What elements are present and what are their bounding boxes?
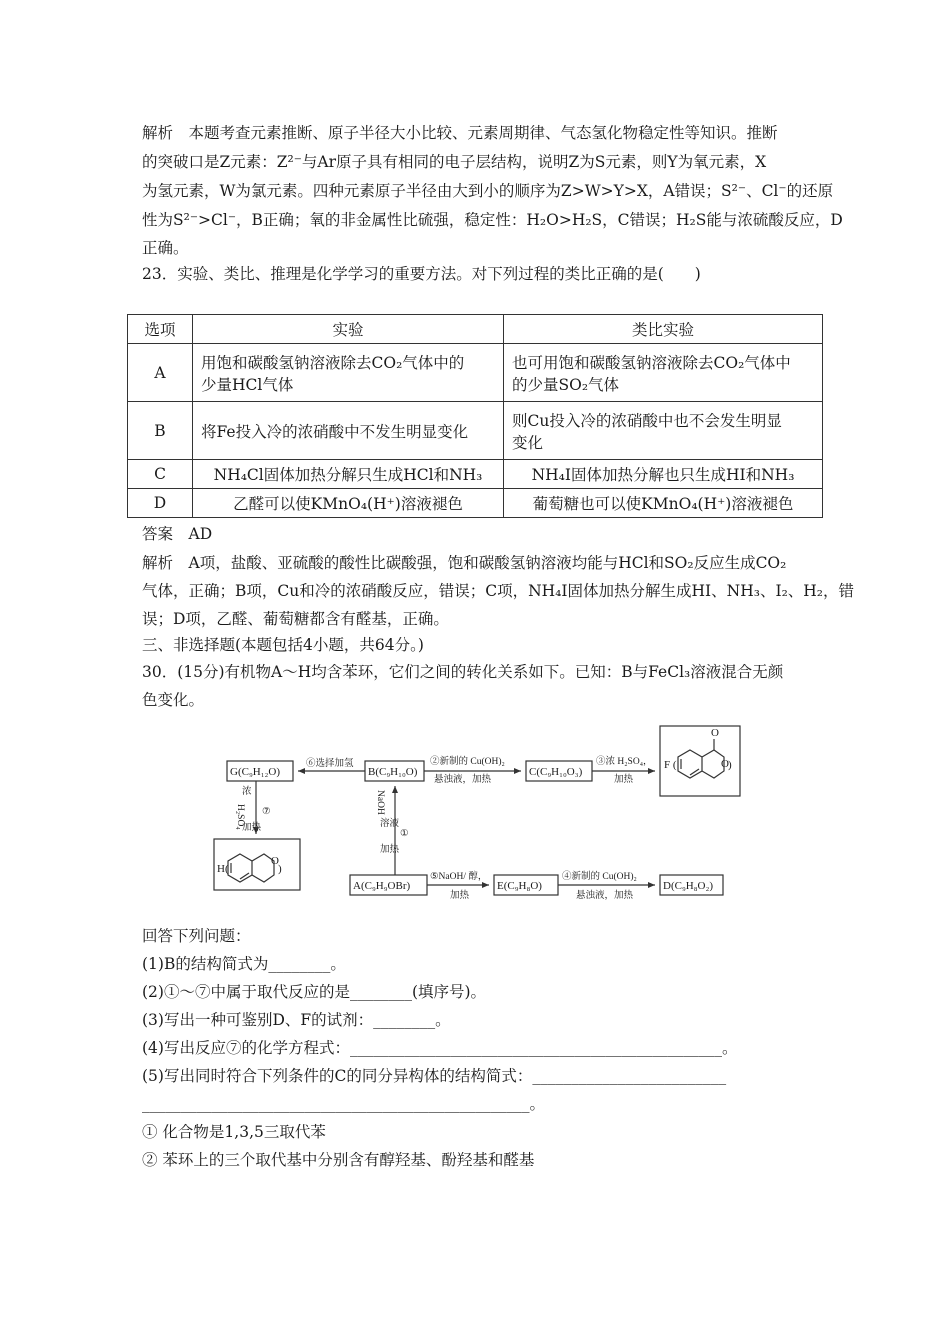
experiment-cell: NH₄Cl固体加热分解只生成HCl和NH₃ — [193, 460, 504, 489]
compound-g-label: G(C₉H₁₂O) — [230, 766, 280, 778]
question-30-line: 色变化。 — [142, 691, 205, 709]
arrow-head — [648, 882, 655, 888]
compound-e-label: E(C₉H₈O) — [497, 880, 542, 892]
option-cell: C — [128, 460, 193, 489]
ring-oxygen-label: O — [721, 758, 729, 770]
carbonyl-oxygen-label: O — [711, 727, 719, 739]
compound-f-label: F ( — [664, 759, 677, 771]
cell-line: 用饱和碳酸氢钠溶液除去CO₂气体中的 — [201, 353, 465, 372]
question-5-continued: __________________________________________________。 — [142, 1095, 546, 1113]
compound-h-label: H( — [217, 863, 229, 875]
arrow-head — [648, 768, 655, 774]
arrow-head — [514, 768, 521, 774]
text-line: 的突破口是Z元素：Z²⁻与Ar原子具有相同的电子层结构，说明Z为S元素，则Y为氧元素，X — [142, 153, 767, 171]
reaction-5-label-top: ⑤NaOH/ 醇， — [430, 872, 488, 882]
cell-line: 也可用饱和碳酸氢钠溶液除去CO₂气体中 — [512, 353, 791, 372]
text-line: 气体，正确；B项，Cu和冷的浓硝酸反应，错误；C项，NH₄I固体加热分解生成HI、NH₃、I₂、H₂，错 — [142, 582, 855, 600]
question-3: (3)写出一种可鉴别D、F的试剂：________。 — [142, 1011, 451, 1029]
reaction-1-label-3: 加热 — [380, 845, 400, 855]
section-heading: 三、非选择题(本题包括4小题，共64分。) — [142, 636, 424, 654]
question-1: (1)B的结构简式为________。 — [142, 955, 346, 973]
experiment-cell: 将Fe投入冷的浓硝酸中不发生明显变化 — [193, 402, 504, 460]
reaction-4-label-top: ④新制的 Cu(OH)₂ — [562, 872, 637, 882]
compound-c-label: C(C₉H₁₀O₃) — [529, 766, 583, 778]
experiment-cell — [193, 344, 504, 402]
option-cell: D — [128, 489, 193, 518]
option-cell: A — [128, 344, 193, 402]
cell-line: 少量HCl气体 — [201, 375, 294, 394]
question-23: 23．实验、类比、推理是化学学习的重要方法。对下列过程的类比正确的是( ) — [142, 265, 701, 283]
question-2: (2)①～⑦中属于取代反应的是________(填序号)。 — [142, 983, 487, 1001]
reaction-2-label-bottom: 悬浊液，加热 — [434, 775, 492, 785]
reaction-1-label-1: NaOH — [375, 790, 385, 815]
reaction-3-label-bottom: 加热 — [614, 775, 634, 785]
reaction-3-label-top: ③浓 H₂SO₄， — [596, 757, 653, 767]
reaction-1-label-4: ① — [400, 829, 409, 839]
text-line: 回答下列问题： — [142, 927, 251, 945]
reaction-6-label: ⑥选择加氢 — [306, 759, 354, 769]
text-line: 解析 A项，盐酸、亚硫酸的酸性比碳酸强，饱和碳酸氢钠溶液均能与HCl和SO₂反应生成CO₂ — [142, 554, 787, 572]
analogy-cell: NH₄I固体加热分解也只生成HI和NH₃ — [504, 460, 823, 489]
compound-d-label: D(C₉H₈O₂) — [663, 880, 713, 892]
question-4: (4)写出反应⑦的化学方程式：________________________________________________。 — [142, 1039, 738, 1057]
analogy-cell — [504, 344, 823, 402]
cell-line: 的少量SO₂气体 — [512, 375, 620, 394]
reaction-7-label-2: H₂SO₄ — [235, 804, 245, 830]
condition-1: ① 化合物是1,3,5三取代苯 — [142, 1123, 326, 1141]
arrow-head — [298, 768, 305, 774]
compound-b-label: B(C₉H₁₀O) — [368, 766, 418, 778]
answer: 答案 AD — [142, 525, 213, 543]
text-line: 性为S²⁻>Cl⁻，B正确；氧的非金属性比硫强，稳定性：H₂O>H₂S，C错误；H₂S能与浓硫酸反应，D — [142, 211, 843, 229]
question-5: (5)写出同时符合下列条件的C的同分异构体的结构简式：_________________________ — [142, 1067, 727, 1085]
compound-a-label: A(C₉H₉OBr) — [353, 880, 411, 892]
table-header: 选项 — [128, 315, 193, 344]
table-row — [128, 489, 823, 518]
analogy-cell — [504, 402, 823, 460]
text-line: 为氢元素，W为氯元素。四种元素原子半径由大到小的顺序为Z>W>Y>X，A错误；S²⁻、Cl⁻的还原 — [142, 182, 834, 200]
table-row — [128, 344, 823, 402]
reaction-7-label-4: 加热 — [242, 823, 262, 833]
reaction-scheme-diagram — [190, 712, 750, 902]
text-line: 解析 本题考查元素推断、原子半径大小比较、元素周期律、气态氢化物稳定性等知识。推断 — [142, 124, 778, 142]
experiment-cell: 乙醛可以使KMnO₄(H⁺)溶液褪色 — [193, 489, 504, 518]
table-header: 实验 — [193, 315, 504, 344]
compound-f-close: ) — [728, 759, 732, 771]
cell-line: 变化 — [512, 433, 544, 452]
reaction-7-label-3: ⑦ — [262, 807, 271, 817]
arrow-head — [392, 786, 398, 793]
reaction-7-label-1: 浓 — [242, 787, 252, 797]
condition-2: ② 苯环上的三个取代基中分别含有醇羟基、酚羟基和醛基 — [142, 1151, 535, 1169]
table-row — [128, 402, 823, 460]
table-row — [128, 460, 823, 489]
table-header: 类比实验 — [504, 315, 823, 344]
comparison-table — [127, 314, 823, 518]
text-line: 误；D项，乙醛、葡萄糖都含有醛基，正确。 — [142, 610, 449, 628]
table-header-row — [128, 315, 823, 344]
h-ring-oxygen-label: O — [271, 855, 279, 867]
compound-h-close: ) — [278, 863, 282, 875]
text-line: 正确。 — [142, 239, 189, 257]
reaction-1-label-2: 溶液 — [380, 819, 400, 829]
reaction-4-label-bottom: 悬浊液，加热 — [576, 891, 634, 901]
cell-line: 则Cu投入冷的浓硝酸中也不会发生明显 — [512, 411, 782, 430]
reaction-5-label-bottom: 加热 — [450, 891, 470, 901]
option-cell: B — [128, 402, 193, 460]
question-30-line: 30．(15分)有机物A～H均含苯环，它们之间的转化关系如下。已知：B与FeCl₃溶液混合无颜 — [142, 663, 784, 681]
arrow-head — [482, 882, 489, 888]
reaction-2-label-top: ②新制的 Cu(OH)₂ — [430, 757, 505, 767]
analogy-cell: 葡萄糖也可以使KMnO₄(H⁺)溶液褪色 — [504, 489, 823, 518]
